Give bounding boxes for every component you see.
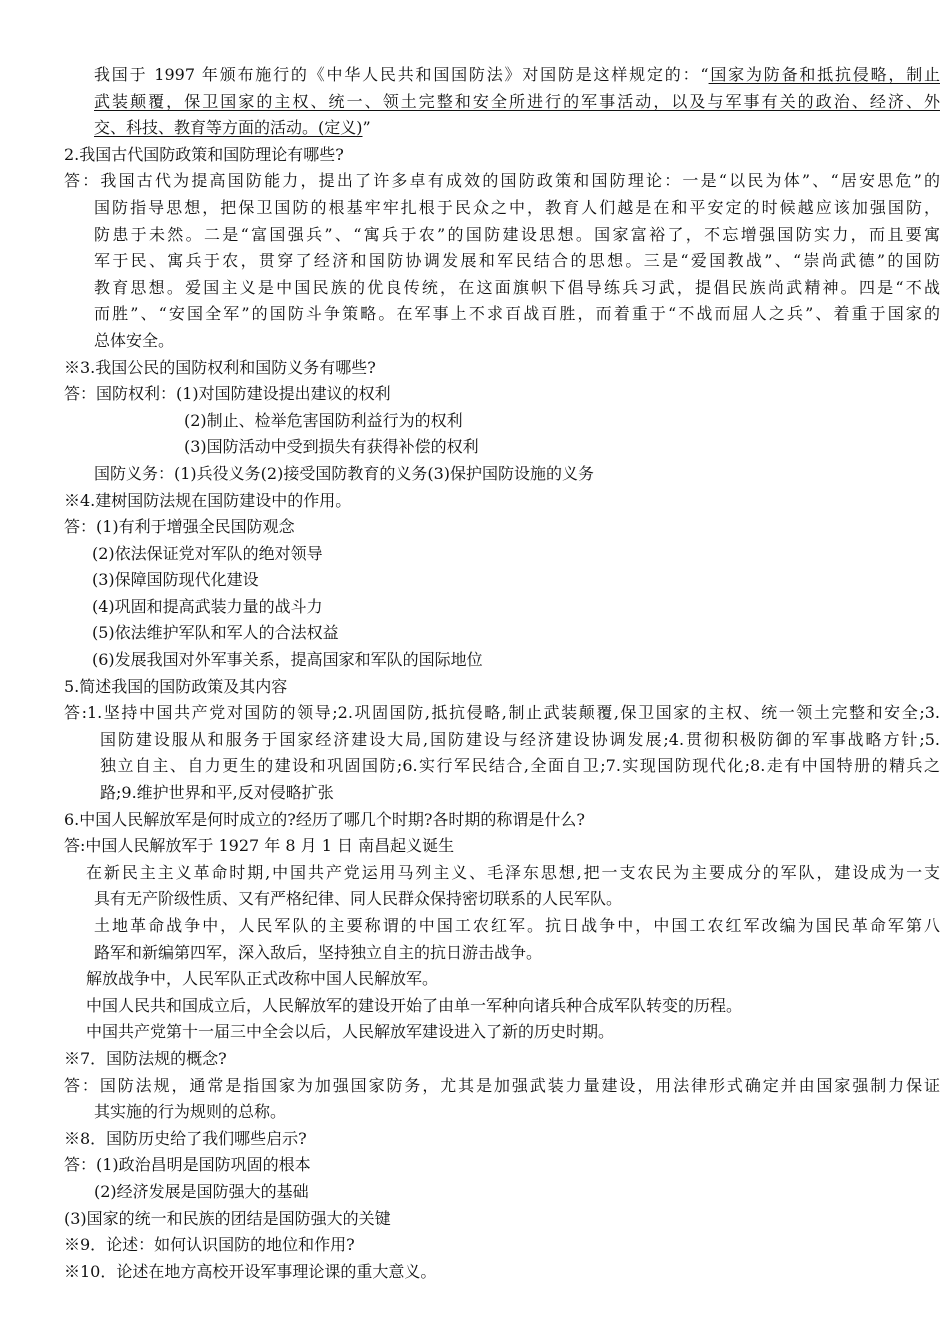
text-line (64, 886, 940, 913)
line-text: ※9．论述：如何认识国防的地位和作用? (64, 1235, 355, 1255)
line-text: (2)经济发展是国防强大的基础 (94, 1181, 309, 1201)
line-text: ※10．论述在地方高校开设军事理论课的重大意义。 (64, 1261, 437, 1281)
line-text: 交、科技、教育等方面的活动。(定义) (94, 118, 363, 138)
line-text: 教育思想。爱国主义是中国民族的优良传统，在这面旗帜下倡导练兵习武，提倡民族尚武精神。四是“不战 (94, 277, 940, 297)
text-line (64, 727, 940, 754)
line-text: 而胜”、“安国全军”的国防斗争策略。在军事上不求百战百胜，而着重于“不战而屈人之兵”、着重于国家的 (94, 304, 940, 324)
line-text: (6)发展我国对外军事关系，提高国家和军队的国际地位 (92, 650, 483, 670)
line-text: 答:中国人民解放军于 1927 年 8 月 1 日 南昌起义诞生 (64, 836, 455, 856)
line-text: 军于民、寓兵于农，贯穿了经济和国防协调发展和军民结合的思想。三是“爱国教战”、“崇尚武德”的国防 (94, 251, 940, 271)
text-line (64, 620, 940, 647)
line-text: 国防义务：(1)兵役义务(2)接受国防教育的义务(3)保护国防设施的义务 (94, 463, 594, 483)
line-text: 答：国防权利：(1)对国防建设提出建议的权利 (64, 384, 391, 404)
document-page (64, 62, 940, 1285)
line-text: 其实施的行为规则的总称。 (94, 1102, 287, 1122)
line-text: 中国人民共和国成立后，人民解放军的建设开始了由单一军种向诸兵种合成军队转变的历程。 (86, 995, 743, 1015)
text-line (64, 1152, 940, 1179)
text-line (64, 966, 940, 993)
text-line (64, 1046, 940, 1073)
text-line (64, 461, 940, 488)
line-text: (5)依法维护军队和军人的合法权益 (92, 623, 339, 643)
line-text: (2)制止、检举危害国防利益行为的权利 (184, 410, 463, 430)
text-line (64, 1073, 940, 1100)
text-line (64, 1232, 940, 1259)
text-line (64, 647, 940, 674)
text-line (64, 89, 940, 116)
text-line (64, 222, 940, 249)
line-text: ※8．国防历史给了我们哪些启示? (64, 1128, 307, 1148)
line-text: 总体安全。 (94, 330, 175, 350)
line-text: 土地革命战争中，人民军队的主要称谓的中国工农红军。抗日战争中，中国工农红军改编为国民革命军第八 (94, 916, 940, 935)
text-line (64, 674, 940, 701)
text-line (64, 62, 940, 89)
line-text: (2)依法保证党对军队的绝对领导 (92, 543, 323, 563)
text-line (64, 780, 940, 807)
line-text: 独立自主、自力更生的建设和巩固国防;6.实行军民结合,全面自卫;7.实现国防现代化;8.走有中国特册的精兵之 (100, 756, 940, 776)
line-text: 答：(1)政治昌明是国防巩固的根本 (64, 1155, 311, 1175)
line-text: 在新民主主义革命时期,中国共产党运用马列主义、毛泽东思想,把一支农民为主要成分的军队，建设成为一支 (86, 862, 940, 882)
text-line (64, 488, 940, 515)
text-line (64, 275, 940, 302)
text-line (64, 355, 940, 382)
text-line (64, 248, 940, 275)
text-line (64, 807, 940, 834)
text-line (64, 142, 940, 169)
text-line (64, 1126, 940, 1153)
line-text: (3)国家的统一和民族的团结是国防强大的关键 (64, 1208, 391, 1228)
line-text: 武装颠覆，保卫国家的主权、统一、领土完整和安全所进行的军事活动，以及与军事有关的政治、经济、外 (94, 91, 940, 111)
text-line (64, 833, 940, 860)
text-line (64, 940, 940, 967)
text-line (64, 328, 940, 355)
text-line (64, 408, 940, 435)
text-line (64, 1099, 940, 1126)
line-text: (3)保障国防现代化建设 (92, 570, 259, 590)
text-line (64, 1206, 940, 1233)
text-line (64, 195, 940, 222)
text-line (64, 913, 940, 940)
text-line (64, 381, 940, 408)
line-text: 解放战争中，人民军队正式改称中国人民解放军。 (86, 969, 439, 989)
text-line (64, 993, 940, 1020)
line-text: (3)国防活动中受到损失有获得补偿的权利 (184, 437, 479, 457)
line-tail: ” (362, 118, 371, 138)
line-text: (4)巩固和提高武装力量的战斗力 (92, 596, 323, 616)
text-line (64, 567, 940, 594)
line-text: 路军和新编第四军，深入敌后，坚持独立自主的抗日游击战争。 (94, 942, 543, 962)
text-line (64, 700, 940, 727)
text-line (64, 115, 940, 142)
text-line (64, 1179, 940, 1206)
text-line (64, 434, 940, 461)
line-text: 答:1.坚持中国共产党对国防的领导;2.巩固国防,抵抗侵略,制止武装颠覆,保卫国家的主权、统一领土完整和安全;3. (64, 703, 940, 723)
text-line (64, 753, 940, 780)
line-text: 国防建设服从和服务于国家经济建设大局,国防建设与经济建设协调发展;4.贯彻积极防御的军事战略方针;5. (100, 729, 940, 749)
line-text: 答：我国古代为提高国防能力，提出了许多卓有成效的国防政策和国防理论：一是“以民为体”、“居安思危”的 (64, 171, 940, 191)
line-text: 我国于 1997 年颁布施行的《中华人民共和国国防法》对国防是这样规定的：“ (94, 65, 709, 84)
line-text: 防患于未然。二是“富国强兵”、“寓兵于农”的国防建设思想。国家富裕了，不忘增强国防实力，而且要寓 (94, 224, 940, 244)
text-line (64, 594, 940, 621)
line-text: ※4.建树国防法规在国防建设中的作用。 (64, 490, 352, 510)
line-tail: 国家为防备和抵抗侵略，制止 (708, 65, 940, 84)
line-text: 答：(1)有利于增强全民国防观念 (64, 517, 295, 537)
line-text: 国防指导思想，把保卫国防的根基牢牢扎根于民众之中，教育人们越是在和平安定的时候越应该加强国防， (94, 197, 940, 217)
text-line (64, 514, 940, 541)
text-line (64, 301, 940, 328)
text-line (64, 1019, 940, 1046)
line-text: 具有无产阶级性质、又有严格纪律、同人民群众保持密切联系的人民军队。 (94, 889, 623, 909)
line-text: ※3.我国公民的国防权利和国防义务有哪些? (64, 357, 376, 377)
text-line (64, 1259, 940, 1286)
line-text: 6.中国人民解放军是何时成立的?经历了哪几个时期?各时期的称谓是什么? (64, 809, 586, 829)
text-line (64, 541, 940, 568)
line-text: 路;9.维护世界和平,反对侵略扩张 (100, 783, 334, 803)
line-text: 5.简述我国的国防政策及其内容 (64, 676, 288, 696)
text-line (64, 860, 940, 887)
line-text: 中国共产党第十一届三中全会以后，人民解放军建设进入了新的历史时期。 (86, 1022, 615, 1042)
line-text: ※7．国防法规的概念? (64, 1048, 227, 1068)
line-text: 2.我国古代国防政策和国防理论有哪些? (64, 144, 344, 164)
text-line (64, 168, 940, 195)
line-text: 答：国防法规，通常是指国家为加强国家防务，尤其是加强武装力量建设，用法律形式确定并由国家强制力保证 (64, 1075, 940, 1095)
